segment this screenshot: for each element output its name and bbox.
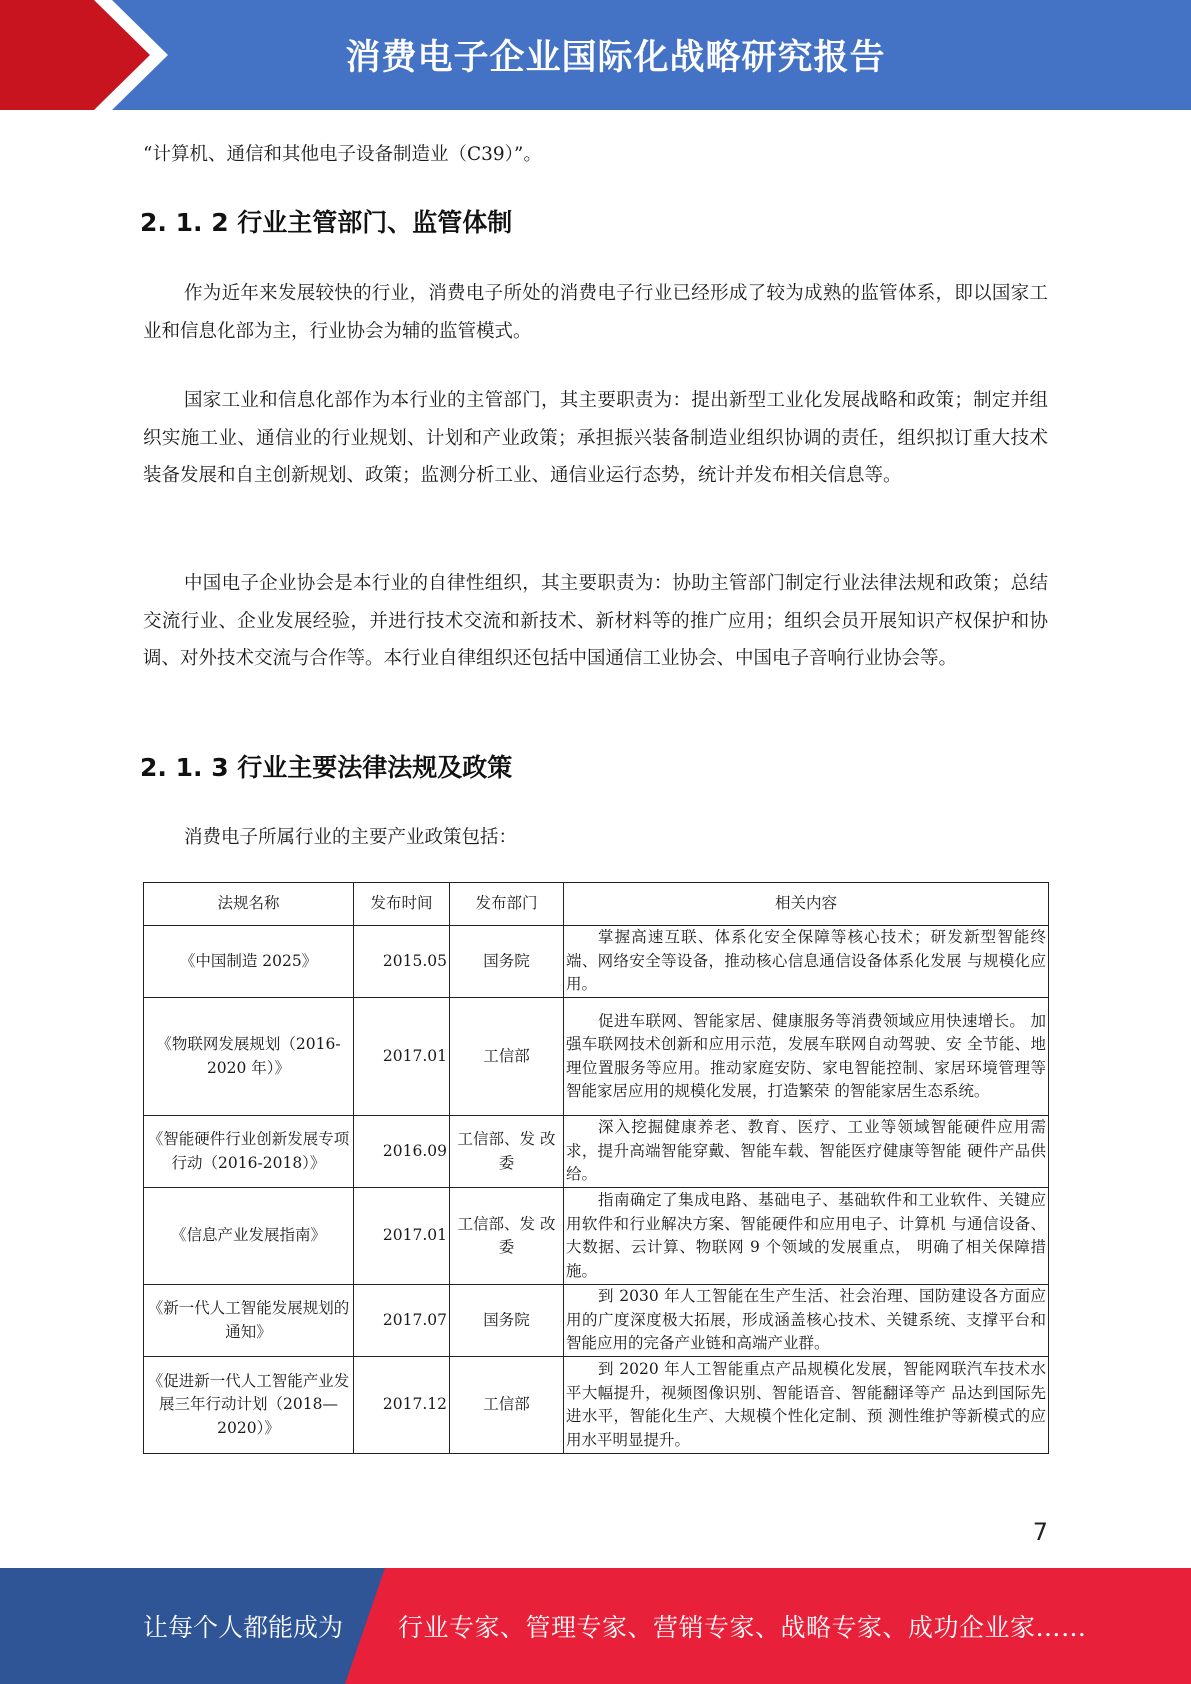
report-title: 消费电子企业国际化战略研究报告 [345, 38, 886, 78]
policy-intro: 消费电子所属行业的主要产业政策包括： [184, 827, 518, 848]
policy-name: 《物联网发展规划（2016-2020 年）》 [144, 998, 354, 1116]
policy-table [143, 882, 1049, 1454]
table-header-row [144, 883, 1049, 926]
policy-content: 掌握高速互联、体系化安全保障等核心技术；研发新型智能终端、网络安全等设备，推动核心信息通信设备体系化发展 与规模化应用。 [564, 926, 1049, 998]
table-row [144, 1116, 1049, 1188]
policy-name: 《信息产业发展指南》 [144, 1188, 354, 1285]
paragraph-3: 中国电子企业协会是本行业的自律性组织，其主要职责为：协助主管部门制定行业法律法规和政策；总结交流行业、企业发展经验，并进行技术交流和新技术、新材料等的推广应用；组织会员开展知识产权保护和协调、对外技术交流与合作等。本行业自律组织还包括中国通信工业协会、中国电子音响行业协会等。 [143, 573, 1048, 669]
policy-date: 2017.01 [354, 998, 450, 1116]
policy-name: 《新一代人工智能发展规划的通知》 [144, 1285, 354, 1357]
policy-name: 《智能硬件行业创新发展专项行动（2016-2018）》 [144, 1116, 354, 1188]
page-footer [0, 1568, 1191, 1684]
policy-date: 2016.09 [354, 1116, 450, 1188]
policy-dept: 国务院 [450, 1285, 564, 1357]
section-heading-2-1-2: 2. 1. 2 行业主管部门、监管体制 [140, 208, 513, 237]
footer-slogan-left: 让每个人都能成为 [143, 1613, 344, 1642]
policy-dept: 工信部 [450, 1357, 564, 1454]
header-cell-date: 发布时间 [354, 883, 450, 926]
header-cell-content: 相关内容 [564, 883, 1049, 926]
policy-date: 2015.05 [354, 926, 450, 998]
paragraph-2: 国家工业和信息化部作为本行业的主管部门，其主要职责为：提出新型工业化发展战略和政策；制定并组织实施工业、通信业的行业规划、计划和产业政策；承担振兴装备制造业组织协调的责任，组织拟订重大技术装备发展和自主创新规划、政策；监测分析工业、通信业运行态势，统计并发布相关信息等。 [143, 390, 1048, 486]
table-row [144, 926, 1049, 998]
policy-dept: 国务院 [450, 926, 564, 998]
section-heading-2-1-3: 2. 1. 3 行业主要法律法规及政策 [140, 753, 513, 782]
policy-date: 2017.12 [354, 1357, 450, 1454]
policy-content: 指南确定了集成电路、基础电子、基础软件和工业软件、关键应用软件和行业解决方案、智能硬件和应用电子、计算机 与通信设备、大数据、云计算、物联网 9 个领域的发展重点， 明确了相关保障措施。 [564, 1188, 1049, 1285]
policy-name: 《中国制造 2025》 [144, 926, 354, 998]
header-cell-dept: 发布部门 [450, 883, 564, 926]
continuation-text: “计算机、通信和其他电子设备制造业（C39）”。 [143, 144, 542, 165]
page-number: 7 [1032, 1518, 1048, 1546]
policy-content: 深入挖掘健康养老、教育、医疗、工业等领域智能硬件应用需求，提升高端智能穿戴、智能车载、智能医疗健康等智能 硬件产品供给。 [564, 1116, 1049, 1188]
policy-content: 到 2030 年人工智能在生产生活、社会治理、国防建设各方面应用的广度深度极大拓展，形成涵盖核心技术、关键系统、支撑平台和智能应用的完备产业链和高端产业群。 [564, 1285, 1049, 1357]
table-row [144, 998, 1049, 1116]
policy-content: 到 2020 年人工智能重点产品规模化发展，智能网联汽车技术水平大幅提升，视频图像识别、智能语音、智能翻译等产 品达到国际先进水平，智能化生产、大规模个性化定制、预 测性维护等新模式的应用水平明显提升。 [564, 1357, 1049, 1454]
table-row [144, 1285, 1049, 1357]
page-header [0, 0, 1191, 110]
policy-date: 2017.07 [354, 1285, 450, 1357]
table-row [144, 1188, 1049, 1285]
policy-dept: 工信部、发 改委 [450, 1188, 564, 1285]
policy-dept: 工信部 [450, 998, 564, 1116]
policy-name: 《促进新一代人工智能产业发展三年行动计划（2018—2020）》 [144, 1357, 354, 1454]
paragraph-1: 作为近年来发展较快的行业，消费电子所处的消费电子行业已经形成了较为成熟的监管体系，即以国家工业和信息化部为主，行业协会为辅的监管模式。 [143, 283, 1048, 342]
policy-date: 2017.01 [354, 1188, 450, 1285]
table-row [144, 1357, 1049, 1454]
footer-slogan-right: 行业专家、管理专家、营销专家、战略专家、成功企业家…… [398, 1613, 1087, 1642]
header-cell-name: 法规名称 [144, 883, 354, 926]
header-arrow-graphic [0, 0, 320, 110]
policy-content: 促进车联网、智能家居、健康服务等消费领域应用快速增长。 加强车联网技术创新和应用示范，发展车联网自动驾驶、安 全节能、地理位置服务等应用。推动家庭安防、家电智能控制、家居环境管理等智能家居应用的规模化发展，打造繁荣 的智能家居生态系统。 [564, 998, 1049, 1116]
policy-dept: 工信部、发 改委 [450, 1116, 564, 1188]
